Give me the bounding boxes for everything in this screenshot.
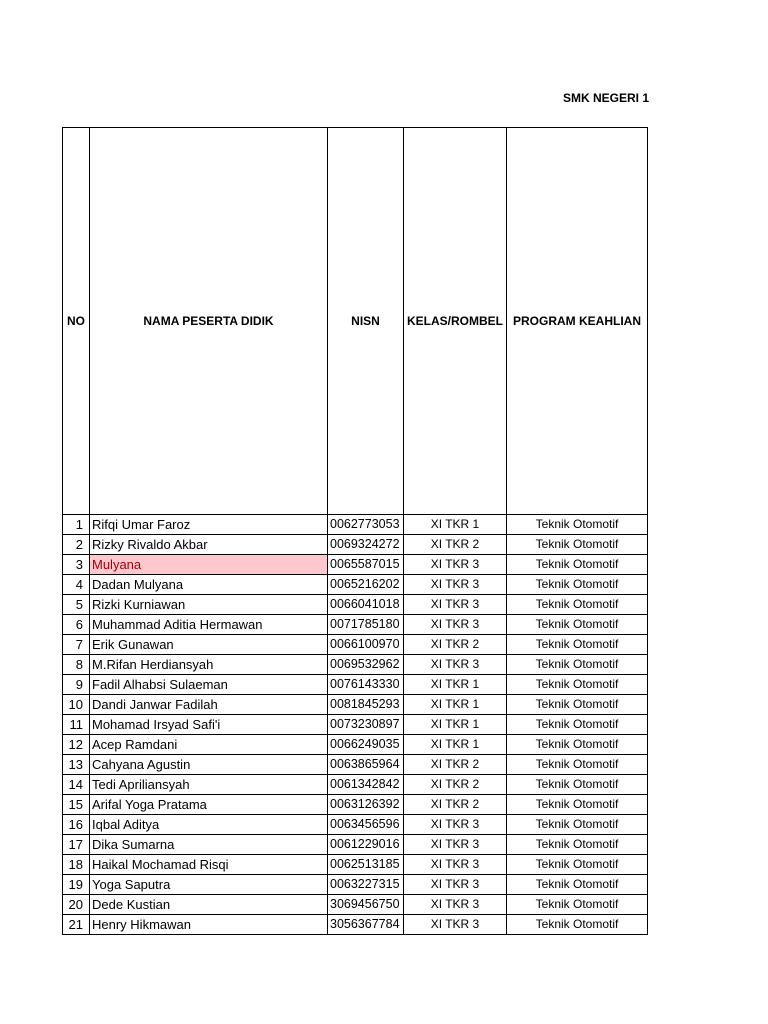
- header-nisn: NISN: [328, 128, 404, 515]
- student-table: [62, 127, 648, 935]
- student-nisn: 0063865964: [328, 755, 404, 775]
- row-number: 19: [63, 875, 90, 895]
- student-nisn: 0081845293: [328, 695, 404, 715]
- row-number: 21: [63, 915, 90, 935]
- student-name: M.Rifan Herdiansyah: [90, 655, 328, 675]
- student-class: XI TKR 2: [404, 775, 507, 795]
- row-number: 5: [63, 595, 90, 615]
- student-nisn: 0071785180: [328, 615, 404, 635]
- student-name: Rizki Kurniawan: [90, 595, 328, 615]
- student-nisn: 0069532962: [328, 655, 404, 675]
- student-name: Henry Hikmawan: [90, 915, 328, 935]
- table-row: [63, 515, 648, 535]
- row-number: 16: [63, 815, 90, 835]
- row-number: 20: [63, 895, 90, 915]
- student-name: Acep Ramdani: [90, 735, 328, 755]
- row-number: 2: [63, 535, 90, 555]
- student-class: XI TKR 2: [404, 755, 507, 775]
- student-nisn: 0066249035: [328, 735, 404, 755]
- student-class: XI TKR 3: [404, 575, 507, 595]
- student-name: Arifal Yoga Pratama: [90, 795, 328, 815]
- student-program: Teknik Otomotif: [507, 775, 648, 795]
- student-nisn: 0066100970: [328, 635, 404, 655]
- table-row: [63, 735, 648, 755]
- student-nisn: 0069324272: [328, 535, 404, 555]
- student-program: Teknik Otomotif: [507, 555, 648, 575]
- table-row: [63, 895, 648, 915]
- table-row: [63, 835, 648, 855]
- student-name: Rifqi Umar Faroz: [90, 515, 328, 535]
- student-class: XI TKR 3: [404, 855, 507, 875]
- row-number: 4: [63, 575, 90, 595]
- student-program: Teknik Otomotif: [507, 595, 648, 615]
- table-row: [63, 655, 648, 675]
- student-name: Mulyana: [90, 555, 328, 575]
- table-row: [63, 575, 648, 595]
- student-class: XI TKR 2: [404, 795, 507, 815]
- table-row: [63, 595, 648, 615]
- header-no: NO: [63, 128, 90, 515]
- row-number: 9: [63, 675, 90, 695]
- student-class: XI TKR 3: [404, 555, 507, 575]
- student-class: XI TKR 3: [404, 895, 507, 915]
- student-class: XI TKR 1: [404, 735, 507, 755]
- student-nisn: 0063456596: [328, 815, 404, 835]
- row-number: 3: [63, 555, 90, 575]
- header-program: PROGRAM KEAHLIAN: [507, 128, 648, 515]
- student-name: Mohamad Irsyad Safi'i: [90, 715, 328, 735]
- student-class: XI TKR 2: [404, 635, 507, 655]
- student-program: Teknik Otomotif: [507, 795, 648, 815]
- student-class: XI TKR 1: [404, 515, 507, 535]
- student-program: Teknik Otomotif: [507, 535, 648, 555]
- student-class: XI TKR 3: [404, 875, 507, 895]
- student-nisn: 0063227315: [328, 875, 404, 895]
- student-class: XI TKR 3: [404, 915, 507, 935]
- student-nisn: 3069456750: [328, 895, 404, 915]
- student-class: XI TKR 3: [404, 815, 507, 835]
- student-class: XI TKR 1: [404, 695, 507, 715]
- student-program: Teknik Otomotif: [507, 815, 648, 835]
- student-program: Teknik Otomotif: [507, 635, 648, 655]
- table-row: [63, 775, 648, 795]
- table-row: [63, 875, 648, 895]
- row-number: 6: [63, 615, 90, 635]
- student-nisn: 0062773053: [328, 515, 404, 535]
- row-number: 14: [63, 775, 90, 795]
- table-row: [63, 855, 648, 875]
- row-number: 12: [63, 735, 90, 755]
- student-program: Teknik Otomotif: [507, 715, 648, 735]
- student-name: Fadil Alhabsi Sulaeman: [90, 675, 328, 695]
- row-number: 8: [63, 655, 90, 675]
- table-row: [63, 555, 648, 575]
- student-nisn: 0061342842: [328, 775, 404, 795]
- student-nisn: 0066041018: [328, 595, 404, 615]
- student-program: Teknik Otomotif: [507, 835, 648, 855]
- table-body: [63, 515, 648, 935]
- student-nisn: 0065587015: [328, 555, 404, 575]
- student-name: Dika Sumarna: [90, 835, 328, 855]
- table-row: [63, 615, 648, 635]
- student-class: XI TKR 2: [404, 535, 507, 555]
- row-number: 17: [63, 835, 90, 855]
- student-nisn: 0065216202: [328, 575, 404, 595]
- table-row: [63, 755, 648, 775]
- row-number: 1: [63, 515, 90, 535]
- student-name: Yoga Saputra: [90, 875, 328, 895]
- student-name: Dadan Mulyana: [90, 575, 328, 595]
- row-number: 13: [63, 755, 90, 775]
- student-name: Erik Gunawan: [90, 635, 328, 655]
- student-program: Teknik Otomotif: [507, 575, 648, 595]
- table-row: [63, 635, 648, 655]
- student-nisn: 0073230897: [328, 715, 404, 735]
- student-class: XI TKR 3: [404, 835, 507, 855]
- student-class: XI TKR 3: [404, 655, 507, 675]
- student-program: Teknik Otomotif: [507, 915, 648, 935]
- student-class: XI TKR 1: [404, 715, 507, 735]
- table-row: [63, 815, 648, 835]
- row-number: 11: [63, 715, 90, 735]
- student-name: Iqbal Aditya: [90, 815, 328, 835]
- student-program: Teknik Otomotif: [507, 735, 648, 755]
- student-class: XI TKR 1: [404, 675, 507, 695]
- student-nisn: 0062513185: [328, 855, 404, 875]
- table-row: [63, 715, 648, 735]
- student-name: Muhammad Aditia Hermawan: [90, 615, 328, 635]
- header-row: [63, 128, 648, 515]
- header-kelas: KELAS/ROMBEL: [404, 128, 507, 515]
- row-number: 7: [63, 635, 90, 655]
- student-program: Teknik Otomotif: [507, 515, 648, 535]
- student-name: Dandi Janwar Fadilah: [90, 695, 328, 715]
- student-class: XI TKR 3: [404, 595, 507, 615]
- student-name: Dede Kustian: [90, 895, 328, 915]
- student-nisn: 0076143330: [328, 675, 404, 695]
- student-name: Tedi Apriliansyah: [90, 775, 328, 795]
- row-number: 15: [63, 795, 90, 815]
- header-name: NAMA PESERTA DIDIK: [90, 128, 328, 515]
- student-name: Cahyana Agustin: [90, 755, 328, 775]
- table-row: [63, 795, 648, 815]
- table-row: [63, 535, 648, 555]
- student-class: XI TKR 3: [404, 615, 507, 635]
- table-row: [63, 695, 648, 715]
- student-name: Haikal Mochamad Risqi: [90, 855, 328, 875]
- student-program: Teknik Otomotif: [507, 855, 648, 875]
- student-program: Teknik Otomotif: [507, 615, 648, 635]
- row-number: 10: [63, 695, 90, 715]
- student-program: Teknik Otomotif: [507, 875, 648, 895]
- student-nisn: 3056367784: [328, 915, 404, 935]
- student-nisn: 0061229016: [328, 835, 404, 855]
- student-nisn: 0063126392: [328, 795, 404, 815]
- student-name: Rizky Rivaldo Akbar: [90, 535, 328, 555]
- student-program: Teknik Otomotif: [507, 755, 648, 775]
- student-program: Teknik Otomotif: [507, 895, 648, 915]
- school-title: SMK NEGERI 1: [563, 91, 650, 105]
- student-program: Teknik Otomotif: [507, 675, 648, 695]
- table-row: [63, 915, 648, 935]
- student-program: Teknik Otomotif: [507, 655, 648, 675]
- student-program: Teknik Otomotif: [507, 695, 648, 715]
- row-number: 18: [63, 855, 90, 875]
- table-row: [63, 675, 648, 695]
